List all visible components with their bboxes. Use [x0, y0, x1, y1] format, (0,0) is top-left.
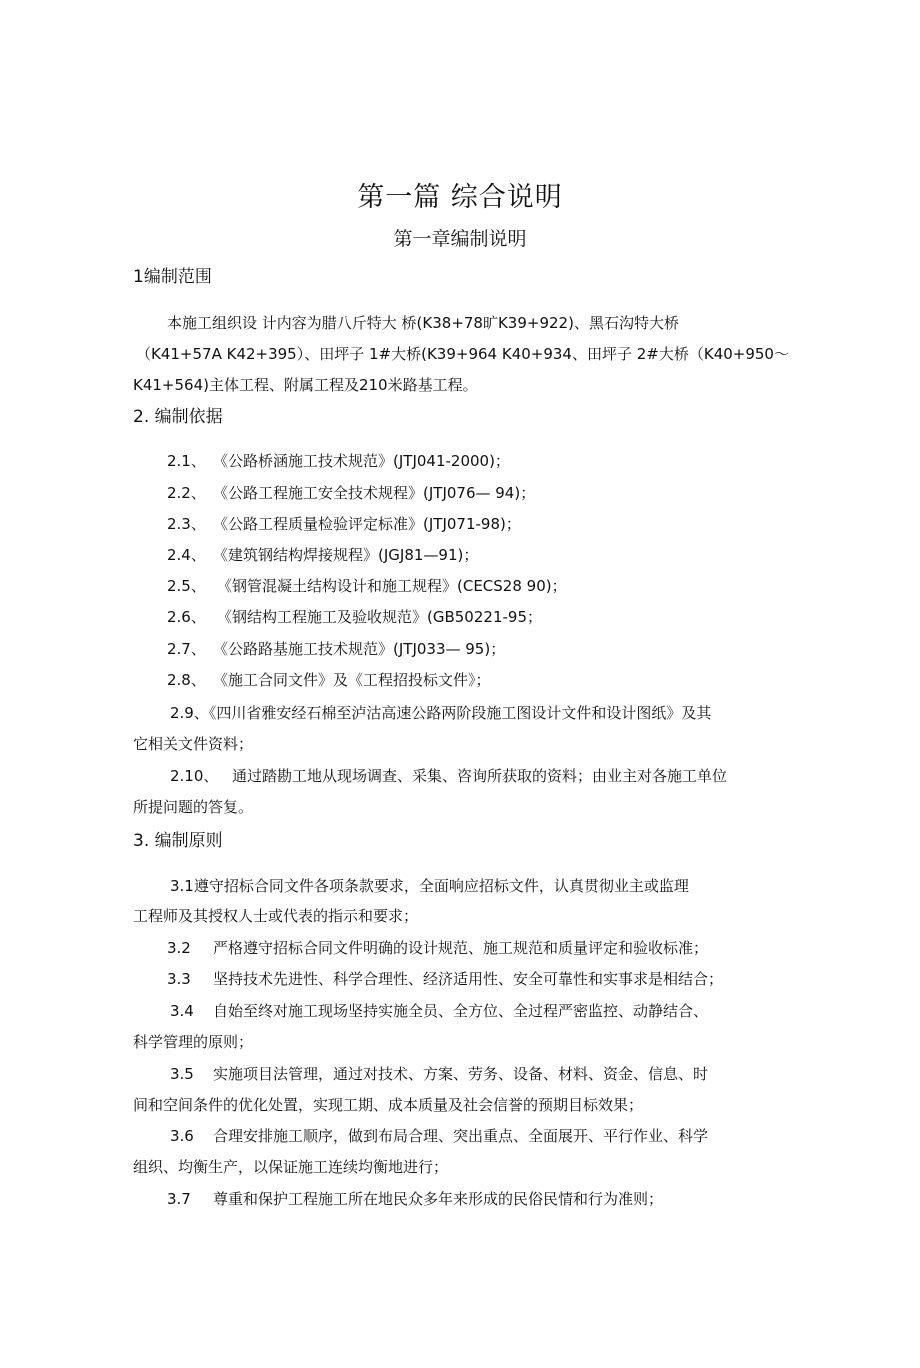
reference-number: 2.5、: [167, 577, 206, 595]
reference-item-2-9-line2: 它相关文件资料；: [133, 735, 254, 753]
reference-number: 2.6、: [167, 608, 206, 626]
reference-number: 2.1、: [167, 452, 206, 470]
reference-item: [167, 545, 478, 565]
reference-number: 2.7、: [167, 640, 206, 658]
reference-text: 《钢结构工程施工及验收规范》(GB50221-95；: [217, 608, 542, 626]
reference-item: [167, 451, 510, 471]
reference-text: 通过踏勘工地从现场调查、采集、咨询所获取的资料；由业主对各施工单位: [232, 767, 728, 785]
reference-number: 2.2、: [167, 484, 206, 502]
reference-text: 《公路工程质量检验评定标准》(JTJ071-98)；: [213, 515, 521, 533]
principle-number: 3.7: [167, 1190, 191, 1208]
principle-3-6-line1: [170, 1126, 708, 1146]
principle-text: 严格遵守招标合同文件明确的设计规范、施工规范和质量评定和验收标准；: [213, 939, 709, 957]
principle-number: 3.4: [170, 1002, 194, 1020]
principle-3-4-line1: [170, 1001, 708, 1021]
section-1-line: K41+564)主体工程、附属工程及210米路基工程。: [133, 376, 478, 394]
principle-3-3: [167, 969, 723, 989]
section-1-heading: 1编制范围: [133, 267, 212, 287]
reference-number: 2.10、: [170, 767, 219, 785]
principle-text: 尊重和保护工程施工所在地民众多年来形成的民俗民情和行为准则；: [213, 1190, 664, 1208]
reference-item-2-9-line1: 2.9、《四川省雅安经石棉至泸沽高速公路两阶段施工图设计文件和设计图纸》及其: [170, 704, 712, 722]
reference-number: 2.3、: [167, 515, 206, 533]
reference-item-2-10-line2: 所提问题的答复。: [133, 798, 254, 816]
reference-item: [167, 576, 567, 596]
document-title: 第一篇 综合说明: [357, 182, 563, 213]
principle-3-7: [167, 1189, 663, 1209]
principle-number: 3.2: [167, 939, 191, 957]
principle-3-6-line2: 组织、均衡生产，以保证施工连续均衡地进行；: [133, 1158, 449, 1176]
reference-text: 《公路桥涵施工技术规范》(JTJ041-2000)；: [213, 452, 510, 470]
section-1-line: （K41+57A K42+395）、田坪子 1#大桥(K39+964 K40+934、田坪子 2#大桥（K40+950～: [136, 345, 789, 363]
reference-number: 2.8、: [167, 671, 206, 689]
principle-number: 3.6: [170, 1127, 194, 1145]
section-2-heading: 2. 编制依据: [133, 407, 223, 427]
reference-item: [167, 639, 505, 659]
principle-text: 坚持技术先进性、科学合理性、经济适用性、安全可靠性和实事求是相结合；: [213, 970, 724, 988]
chapter-title: 第一章编制说明: [393, 228, 527, 250]
reference-item: [167, 514, 521, 534]
section-1-line: 本施工组织设 计内容为腊八斤特大 桥(K38+78旷K39+922)、黑石沟特大桥: [167, 314, 679, 332]
reference-item-2-10-line1: [170, 766, 727, 786]
principle-3-1-line2: 工程师及其授权人士或代表的指示和要求；: [133, 907, 419, 925]
reference-text: 《钢管混凝土结构设计和施工规程》(CECS28 90)；: [217, 577, 567, 595]
reference-item: [167, 483, 535, 503]
principle-text: 自始至终对施工现场坚持实施全员、全方位、全过程严密监控、动静结合、: [213, 1002, 709, 1020]
section-3-heading: 3. 编制原则: [133, 831, 223, 851]
principle-number: 3.3: [167, 970, 191, 988]
principle-text: 实施项目法管理，通过对技术、方案、劳务、设备、材料、资金、信息、时: [213, 1065, 709, 1083]
principle-text: 合理安排施工顺序，做到布局合理、突出重点、全面展开、平行作业、科学: [213, 1127, 709, 1145]
reference-number: 2.4、: [167, 546, 206, 564]
reference-item: [167, 607, 542, 627]
principle-3-5-line1: [170, 1064, 708, 1084]
reference-item: [167, 670, 491, 690]
principle-3-2: [167, 938, 708, 958]
principle-3-4-line2: 科学管理的原则；: [133, 1033, 254, 1051]
reference-text: 《建筑钢结构焊接规程》(JGJ81—91)；: [213, 546, 479, 564]
reference-text: 《公路路基施工技术规范》(JTJ033— 95)；: [213, 640, 506, 658]
reference-text: 《施工合同文件》及《工程招投标文件》；: [213, 671, 491, 689]
principle-3-1-line1: 3.1遵守招标合同文件各项条款要求，全面响应招标文件，认真贯彻业主或监理: [170, 877, 689, 895]
reference-text: 《公路工程施工安全技术规程》(JTJ076— 94)；: [213, 484, 536, 502]
principle-number: 3.5: [170, 1065, 194, 1083]
principle-3-5-line2: 间和空间条件的优化处置，实现工期、成本质量及社会信誉的预期目标效果；: [133, 1096, 644, 1114]
